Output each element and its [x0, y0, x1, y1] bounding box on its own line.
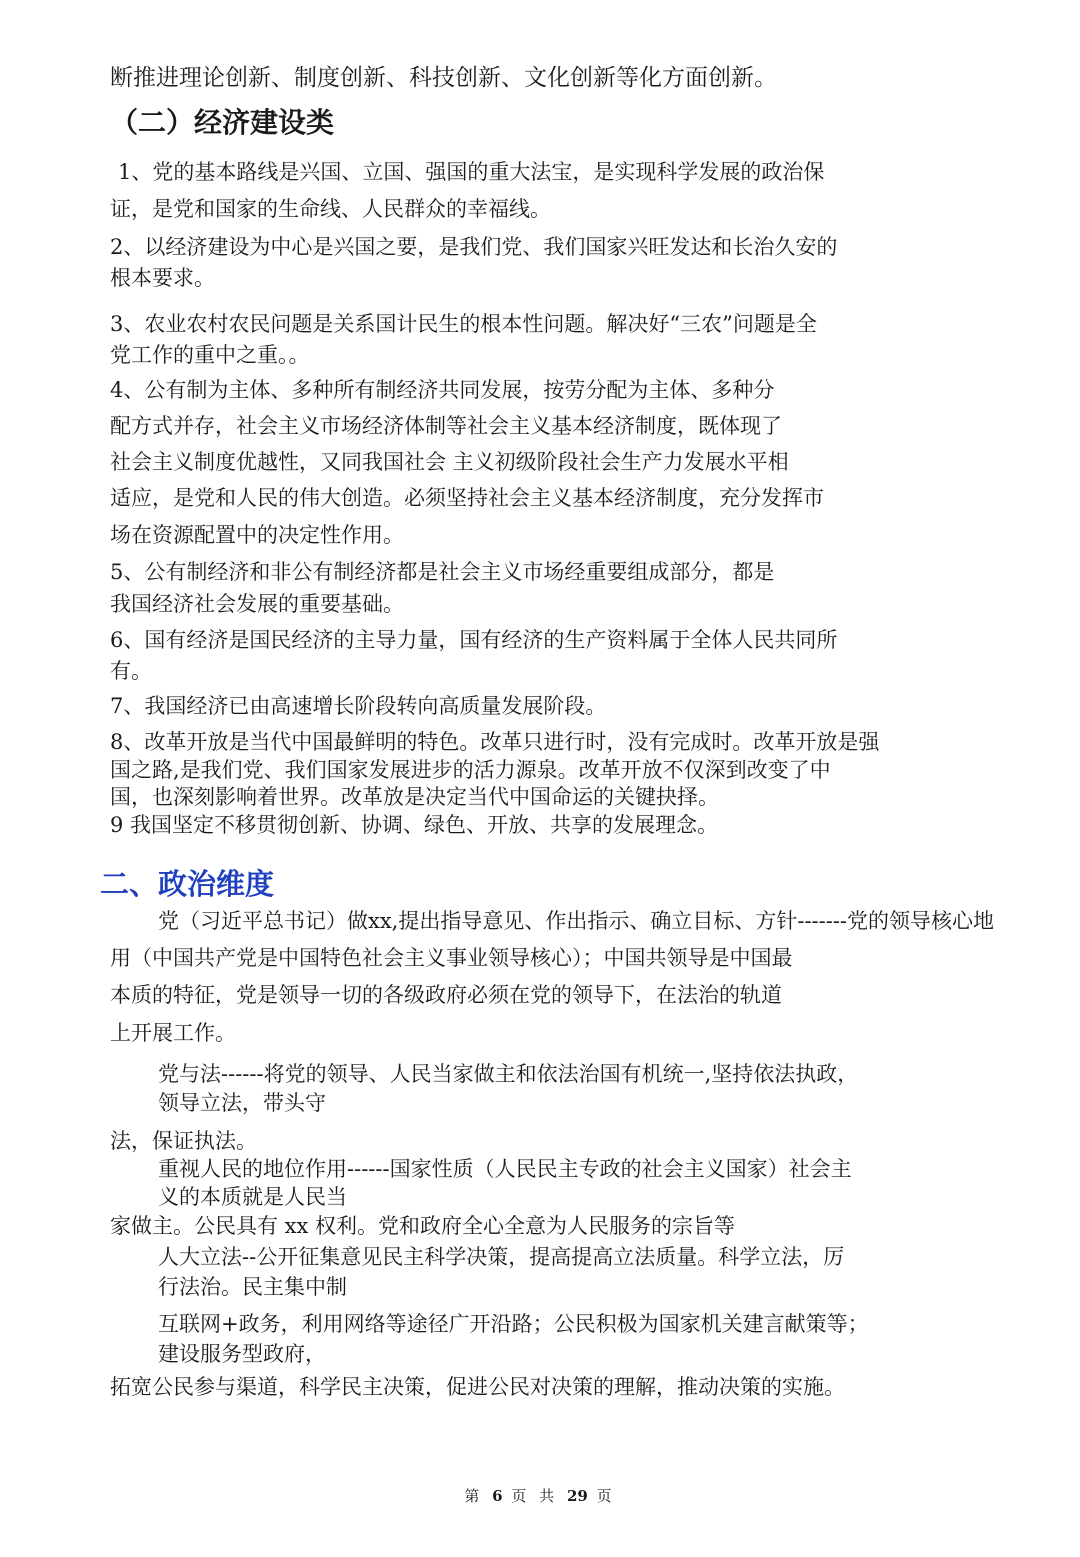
text-line: 4、公有制为主体、多种所有制经济共同发展，按劳分配为主体、多种分 — [110, 378, 775, 402]
text-line: 1、党的基本路线是兴国、立国、强国的重大法宝，是实现科学发展的政治保 — [118, 160, 825, 184]
text-line: 义的本质就是人民当 — [158, 1185, 347, 1209]
text-line: 9 我国坚定不移贯彻创新、协调、绿色、开放、共享的发展理念。 — [110, 813, 719, 837]
page-footer — [0, 1486, 1080, 1506]
text-line: 家做主。公民具有 xx 权利。党和政府全心全意为人民服务的宗旨等 — [110, 1214, 736, 1238]
text-line: 断推进理论创新、制度创新、科技创新、文化创新等化方面创新。 — [110, 65, 777, 91]
text-line: 党工作的重中之重。。 — [110, 343, 310, 367]
text-line: 社会主义制度优越性，又同我国社会 主义初级阶段社会生产力发展水平相 — [110, 450, 789, 474]
text-line: 领导立法，带头守 — [158, 1091, 326, 1115]
text-line: 党（习近平总书记）做xx,提出指导意见、作出指示、确立目标、方针-------党的领导核心地 — [158, 909, 995, 933]
text-line: 人大立法--公开征集意见民主科学决策，提高提高立法质量。科学立法，厉 — [158, 1245, 845, 1269]
text-line: 3、农业农村农民问题是关系国计民生的根本性问题。解决好“三农”问题是全 — [110, 312, 817, 336]
footer-prefix: 第 — [464, 1487, 484, 1505]
footer-total-pages: 29 — [566, 1487, 588, 1505]
text-line: 适应，是党和人民的伟大创造。必须坚持社会主义基本经济制度，充分发挥市 — [110, 486, 824, 510]
text-line: 场在资源配置中的决定性作用。 — [110, 523, 404, 547]
text-line: 7、我国经济已由高速增长阶段转向高质量发展阶段。 — [110, 694, 607, 718]
text-line: 有。 — [110, 659, 152, 683]
text-line: 重视人民的地位作用------国家性质（人民民主专政的社会主义国家）社会主 — [158, 1157, 852, 1181]
footer-middle: 页 共 — [511, 1487, 559, 1505]
text-line: 配方式并存，社会主义市场经济体制等社会主义基本经济制度，既体现了 — [110, 414, 782, 438]
text-line: 拓宽公民参与渠道，科学民主决策，促进公民对决策的理解，推动决策的实施。 — [110, 1375, 845, 1399]
footer-page-number: 6 — [492, 1487, 503, 1505]
footer-suffix: 页 — [596, 1487, 616, 1505]
text-line: 证，是党和国家的生命线、人民群众的幸福线。 — [110, 197, 551, 221]
text-line: 用（中国共产党是中国特色社会主义事业领导核心）；中国共领导是中国最 — [110, 946, 793, 970]
section-heading-economy: （二）经济建设类 — [110, 106, 335, 139]
text-line: 我国经济社会发展的重要基础。 — [110, 592, 404, 616]
text-line: 根本要求。 — [110, 266, 215, 290]
text-line: 6、国有经济是国民经济的主导力量，国有经济的生产资料属于全体人民共同所 — [110, 628, 838, 652]
text-line: 党与法------将党的领导、人民当家做主和依法治国有机统一,坚持依法执政， — [158, 1062, 859, 1086]
text-line: 建设服务型政府， — [158, 1342, 326, 1366]
text-line: 国，也深刻影响着世界。改革放是决定当代中国命运的关键抉择。 — [110, 785, 719, 809]
text-line: 5、公有制经济和非公有制经济都是社会主义市场经重要组成部分，都是 — [110, 560, 775, 584]
text-line: 8、改革开放是当代中国最鲜明的特色。改革只进行时，没有完成时。改革开放是强 — [110, 730, 880, 754]
text-line: 本质的特征，党是领导一切的各级政府必须在党的领导下，在法治的轨道 — [110, 983, 782, 1007]
text-line: 互联网+政务，利用网络等途径广开沿路；公民积极为国家机关建言献策等； — [158, 1312, 869, 1336]
text-line: 国之路,是我们党、我们国家发展进步的活力源泉。改革开放不仅深到改变了中 — [110, 758, 831, 782]
text-line: 2、以经济建设为中心是兴国之要，是我们党、我们国家兴旺发达和长治久安的 — [110, 235, 838, 259]
text-line: 法，保证执法。 — [110, 1129, 257, 1153]
text-line: 行法治。民主集中制 — [158, 1275, 347, 1299]
section-heading-politics: 二、政治维度 — [100, 867, 275, 901]
text-line: 上开展工作。 — [110, 1021, 236, 1045]
